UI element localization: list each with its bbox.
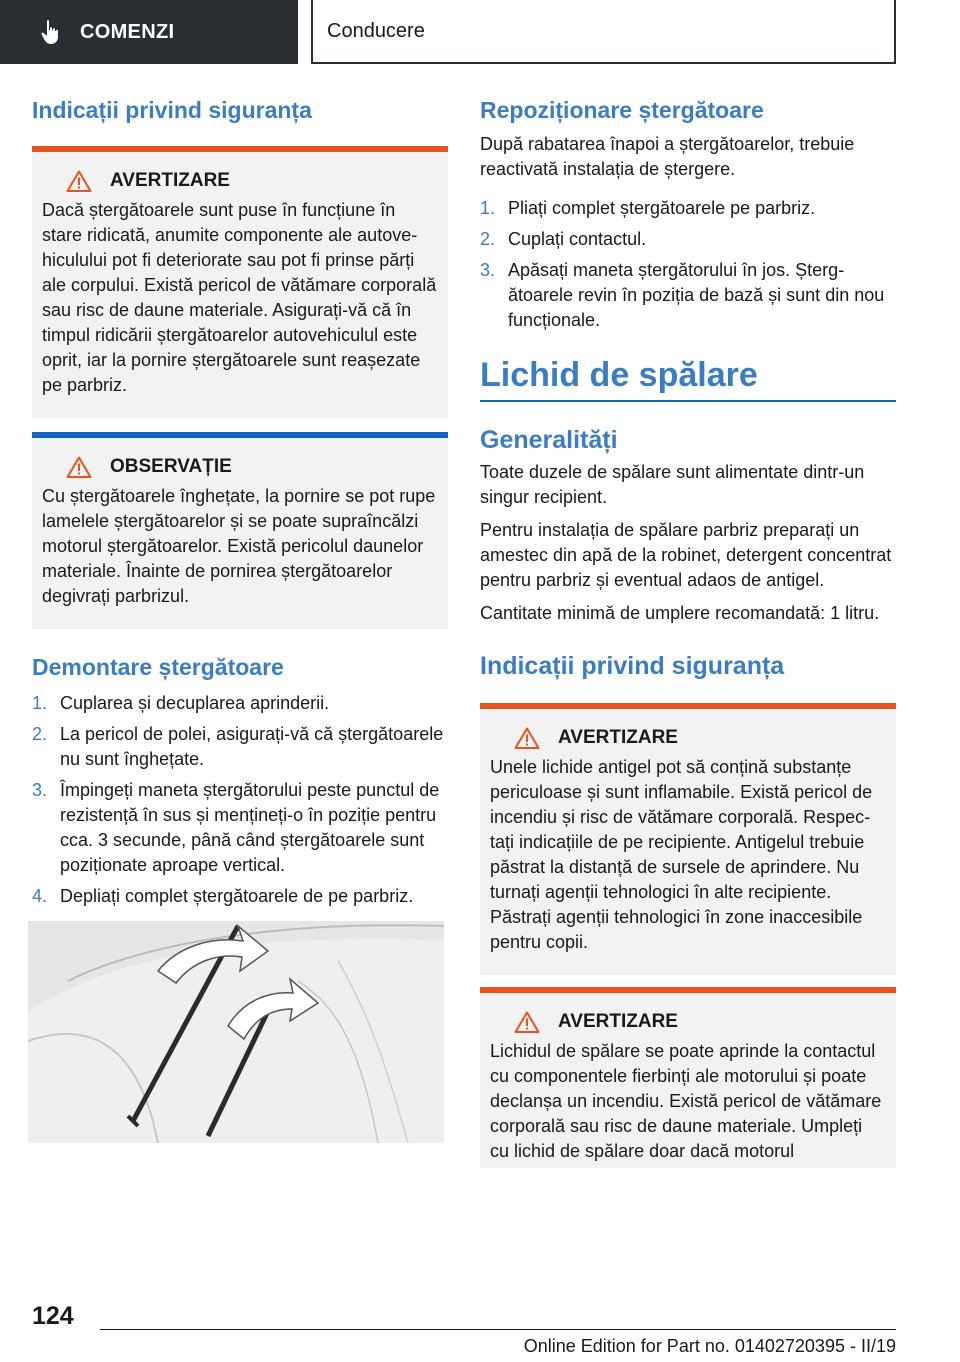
general-paragraph-1: Toate duzele de spălare sunt alimentate dintr-un singur recipient. [480,462,865,508]
general-paragraph-3: Cantitate minimă de umplere recomandată: 1 litru. [480,603,880,624]
left-column [32,96,448,1143]
hand-pointer-icon [40,19,62,45]
warning-text: Unele lichide antigel pot să conțină substanțe periculoase și sunt inflamabile. Există pericol de incendiu și risc de vătămare corporală. Respectați indicațiile de pe recipiente. Antigelul trebuie păstrat la distanță de sursele de aprindere. Nu turnați agenții tehnologici în alte recipiente. Păstrați agenții tehnologici în zone inaccesibile pentru copii. [490,756,873,952]
reposition-intro: După rabatarea înapoi a ștergătoarelor, trebuie reactivată instalația de ștergere. [480,133,855,179]
washer-heading: Lichid de spălare [480,355,758,394]
section-label: COMENZI [80,20,175,43]
warning-title: AVERTIZARE [558,726,678,748]
warning-title: AVERTIZARE [558,1010,678,1032]
wiper-drawing [28,921,444,1143]
warning-triangle-icon [514,727,540,749]
notice-title: OBSERVAȚIE [110,455,232,477]
notice-text: Cu ștergătoarele înghețate, la pornire se pot rupe lamelele ștergătoarelor și se poate supraîncălzi motorul ștergătoarelor. Există pericolul daunelor materiale. Înainte de pornirea ștergătoarelor degivrați parbrizul. [42,485,436,606]
dismount-steps [32,691,448,909]
list-item: 2. La pericol de polei, asigurați-vă că ștergătoarele nu sunt înghețate. [32,723,444,769]
wiper-illustration [28,921,444,1143]
warning-text: Dacă ștergătoarele sunt puse în funcțiune în stare ridicată, anumite componente ale autovehiculului pot fi deteriorate sau pot fi prinse părți ale corpului. Există pericol de vătămare corporală sau risc de daune materiale. Asigurați-vă că în timpul ridicării ștergătoarelor autovehiculul este oprit, iar la pornire ștergătoarele sunt reașezate pe parbriz. [42,199,437,395]
list-item: 1. Pliați complet ștergătoarele pe parbriz. [480,197,816,218]
safety-heading-2: Indicații privind siguranța [480,652,785,681]
right-column [480,96,896,1168]
general-heading: Generalități [480,425,618,454]
list-item: 2. Cuplați contactul. [480,228,647,249]
section-tab[interactable] [0,0,298,64]
warning-triangle-icon [514,1011,540,1033]
list-item: 1. Cuplarea și decuplarea aprinderii. [32,692,330,713]
safety-heading: Indicații privind siguranța [32,97,312,123]
reposition-steps [480,196,896,333]
warning-text: Lichidul de spălare se poate aprinde la contactul cu componentele fierbinți ale motorului și poate declanșa un incendiu. Există pericol de vătămare corporală sau risc de daune materiale. Umpleți cu lichid de spălare doar dacă motorul [490,1040,882,1161]
list-item: 4. Depliați complet ștergătoarele de pe parbriz. [32,885,414,906]
chapter-tab[interactable] [311,0,896,64]
warning-title: AVERTIZARE [110,169,230,191]
dismount-heading: Demontare ștergătoare [32,653,284,680]
warning-triangle-icon [66,170,92,192]
general-paragraph-2: Pentru instalația de spălare parbriz preparați un amestec din apă de la robinet, detergent concentrat pentru parbriz și eventual adaos de antigel. [480,520,892,591]
warning-triangle-icon [66,456,92,478]
warning-box-3 [480,987,896,1168]
reposition-heading: Repoziționare ștergătoare [480,97,764,123]
footer-divider [100,1329,896,1330]
warning-box-1 [32,146,448,418]
washer-heading-block [480,355,896,402]
list-item: 3. Apăsați maneta ștergătorului în jos. Ștergătoarele revin în poziția de bază și sunt din nou funcționale. [480,259,885,330]
chapter-label: Conducere [327,19,425,42]
page-number: 124 [32,1302,74,1330]
list-item: 3. Împingeți maneta ștergătorului peste punctul de rezistență în sus și mențineți-o în poziție pentru cca. 3 secunde, până când ștergătoarele sunt poziționate aproape vertical. [32,779,440,875]
warning-box-2 [480,703,896,975]
notice-box [32,432,448,629]
footer-edition: Online Edition for Part no. 01402720395 - II/19 [523,1336,896,1356]
